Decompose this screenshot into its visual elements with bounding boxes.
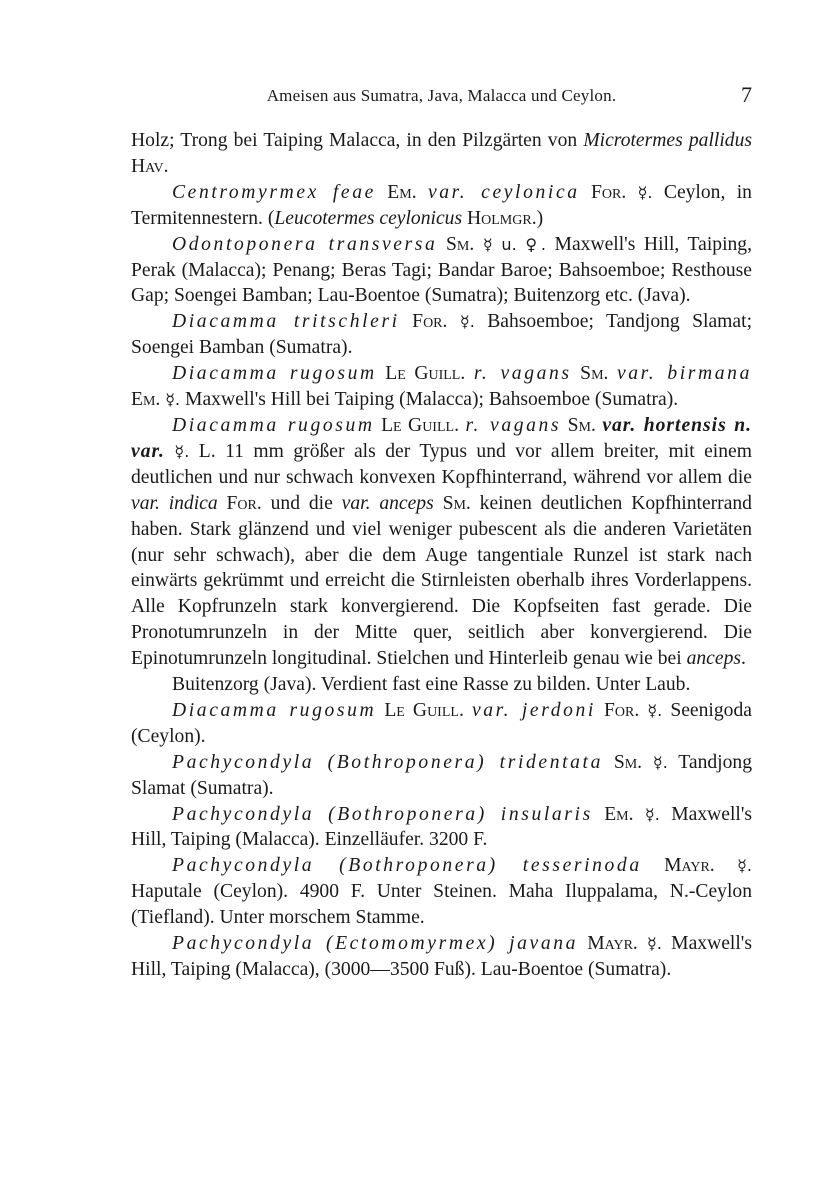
species-name: Odontoponera transversa: [172, 233, 438, 255]
author: Sm.: [567, 414, 596, 436]
author: Le Guill.: [381, 414, 459, 436]
caste-signs-icon: ☿ u. ♀.: [482, 234, 546, 254]
variety-name: var. jerdoni: [471, 699, 596, 721]
author: Mayr.: [664, 855, 715, 877]
author: For.: [604, 699, 640, 721]
entry-text: Maxwell's Hill, Taiping (Malacca), (3000—3500 Fuß). Lau-Boentoe (Sumatra).: [131, 933, 752, 980]
entry-text: Seenigoda (Ceylon).: [131, 699, 752, 747]
page-body: [131, 128, 752, 983]
entry-text: Haputale (Ceylon). 4900 F. Unter Steinen. Maha Iluppalama, N.-Ceylon (Tiefland). Unter morschem Stamme.: [131, 881, 752, 929]
entry-pachycondyla-tridentata: [131, 750, 752, 802]
entry-text: Tandjong Slamat (Sumatra).: [131, 751, 753, 799]
worker-sign-icon: ☿.: [737, 856, 752, 876]
author: Em.: [387, 181, 417, 203]
worker-sign-icon: ☿.: [644, 804, 660, 824]
description-text: L. 11 mm größer als der Typus und vor allem breiter, mit einem deutlichen und nur schwach konvexen Kopfhinterrand, während vor allem die: [131, 440, 752, 488]
species-name: Diacamma tritschleri: [172, 311, 400, 333]
race-name: r. vagans: [465, 414, 562, 436]
author: Sm.: [580, 363, 609, 385]
species-name: Diacamma rugosum: [172, 414, 375, 436]
entry-text: Maxwell's Hill, Taiping, Perak (Malacca); Penang; Beras Tagi; Bandar Baroe; Bahsoemboe; Resthouse Gap; Soengei Bamban; Lau-Boentoe (Sumatra); Buitenzorg etc. (Java).: [131, 233, 753, 307]
variety-reference: var. anceps: [341, 492, 434, 514]
species-name: Pachycondyla (Bothroponera) tesserinoda: [172, 855, 642, 877]
species-name: Pachycondyla (Ectomomyrmex) javana: [172, 933, 579, 955]
species-name: Centromyrmex feae: [172, 181, 376, 203]
worker-sign-icon: ☿.: [647, 934, 662, 954]
author: Mayr.: [587, 933, 638, 955]
description-text: .: [741, 648, 746, 670]
worker-sign-icon: ☿.: [647, 700, 663, 720]
species-name: Pachycondyla (Bothroponera) insularis: [172, 803, 593, 825]
page-header: [131, 82, 752, 116]
author: Sm.: [446, 233, 475, 255]
author: For.: [412, 311, 448, 333]
entry-diacamma-hortensis: [131, 413, 752, 672]
author: Sm.: [613, 751, 643, 773]
entry-diacamma-jerdoni: [131, 698, 752, 750]
entry-pachycondyla-tesserinoda: [131, 853, 752, 931]
entry-pachycondyla-insularis: [131, 802, 752, 854]
author: Le Guill.: [385, 363, 466, 385]
entry-text: Holz; Trong bei Taiping Malacca, in den Pilzgärten von: [131, 130, 584, 151]
author: Em.: [604, 803, 634, 825]
worker-sign-icon: ☿.: [174, 441, 190, 461]
race-name: r. vagans: [473, 363, 572, 385]
author: Sm.: [442, 492, 471, 514]
entry-centromyrmex-feae: [131, 180, 752, 232]
variety-name: var. birmana: [616, 363, 752, 385]
entry-diacamma-tritschleri: [131, 309, 752, 361]
author: For.: [226, 492, 262, 514]
worker-sign-icon: ☿.: [165, 390, 181, 410]
worker-sign-icon: ☿.: [652, 752, 668, 772]
worker-sign-icon: ☿.: [637, 182, 653, 202]
page-number: 7: [741, 82, 752, 107]
worker-sign-icon: ☿.: [459, 312, 475, 332]
description-text: keinen deutlichen Kopfhinterrand haben. Stark glänzend und viel weniger pubescent als die anderen Varietäten (nur sehr schwach), aber die dem Auge tangentiale Runzel ist stark nach einwärts gekrümmt und erreicht die Stirnleisten oberhalb ihres Vorderlappens. Alle Kopfrunzeln stark konvergierend. Die Kopfseiten fast gerade. Die Pronotumrunzeln in der Mitte quer, seitlich aber konvergierend. Die Epinotumrunzeln longitudinal. Stielchen und Hinterleib genau wie bei: [131, 492, 752, 670]
entry-text: Bahsoemboe; Tandjong Slamat; Soengei Bamban (Sumatra).: [131, 311, 753, 359]
new-variety-name: var. hortensis n. var.: [131, 414, 752, 462]
author: Le Guill.: [384, 699, 464, 721]
entry-odontoponera-transversa: [131, 232, 752, 310]
entry-continuation: [131, 128, 752, 180]
host-species: Leucotermes ceylonicus: [274, 207, 463, 229]
species-name: Diacamma rugosum: [172, 363, 377, 385]
entry-text: ): [536, 207, 544, 229]
variety-reference: anceps: [686, 648, 741, 670]
species-name: Diacamma rugosum: [172, 699, 377, 721]
author: Holmgr.: [466, 207, 537, 229]
locality-paragraph: Buitenzorg (Java). Verdient fast eine Rasse zu bilden. Unter Laub.: [172, 674, 691, 696]
running-title: Ameisen aus Sumatra, Java, Malacca und Ceylon.: [266, 86, 617, 105]
author: For.: [591, 181, 627, 203]
species-name: Pachycondyla (Bothroponera) tridentata: [172, 751, 603, 773]
entry-text: Maxwell's Hill, Taiping (Malacca). Einzelläufer. 3200 F.: [131, 803, 753, 851]
author: Em.: [131, 389, 161, 411]
variety-reference: var. indica: [131, 492, 218, 514]
variety-name: var. ceylonica: [427, 181, 580, 203]
entry-text: Ceylon, in Termitennestern. (: [131, 181, 752, 229]
entry-diacamma-birmana: [131, 361, 752, 413]
host-species: Microtermes pallidus: [583, 130, 752, 151]
entry-text: Maxwell's Hill bei Taiping (Malacca); Bahsoemboe (Sumatra).: [185, 389, 679, 411]
description-text: und die: [270, 492, 342, 514]
entry-pachycondyla-javana: [131, 931, 752, 983]
author: Hav.: [131, 155, 169, 177]
